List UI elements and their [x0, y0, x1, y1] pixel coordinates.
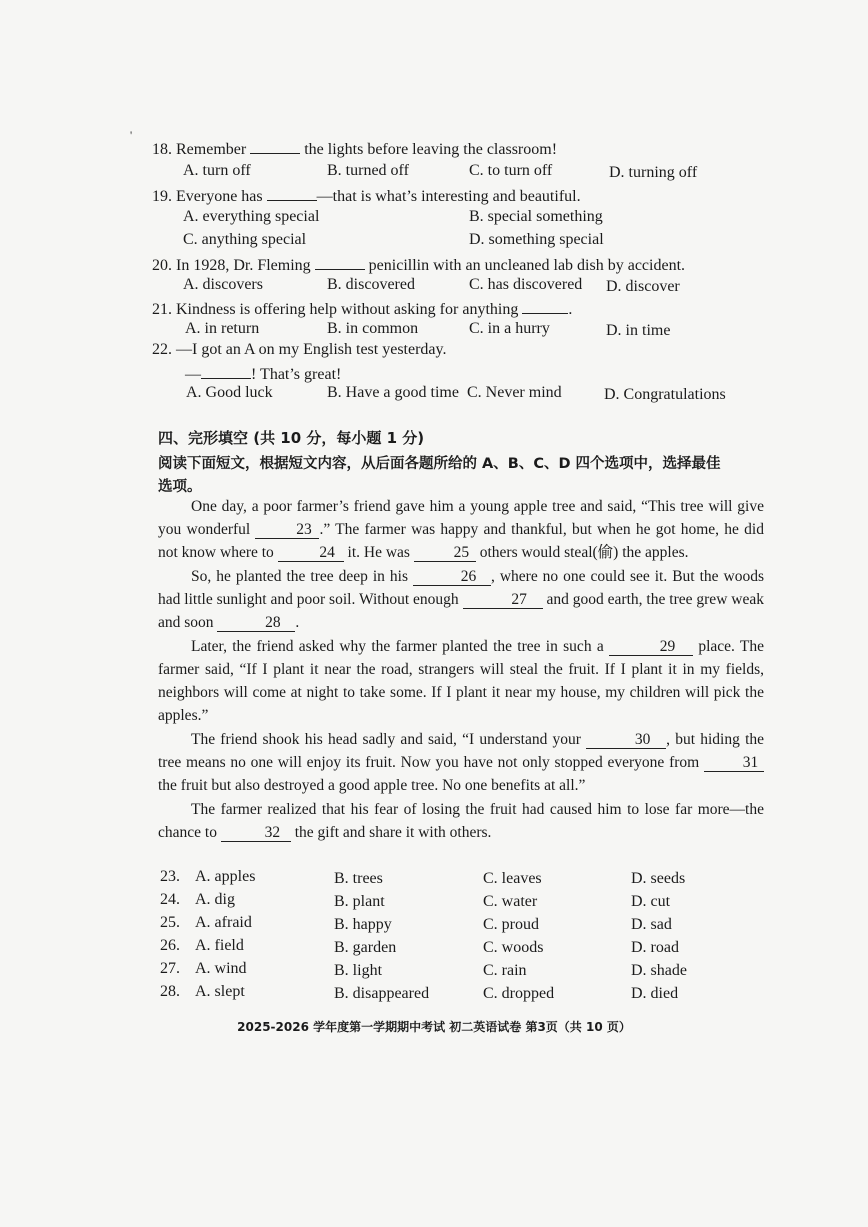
section-instruction: 阅读下面短文，根据短文内容，从后面各题所给的 A、B、C、D 四个选项中，选择最佳: [158, 456, 721, 472]
option-a: A. everything special: [183, 208, 320, 225]
question-stem: penicillin with an uncleaned lab dish by accident.: [364, 257, 686, 274]
blank-23: 23: [255, 522, 319, 539]
answer-blank: [250, 137, 300, 154]
answer-blank: [267, 184, 317, 201]
answer-blank: [201, 362, 251, 379]
question-number: 19.: [152, 188, 172, 205]
question-18: [152, 137, 557, 160]
option-c: C. rain: [483, 962, 527, 979]
passage-paragraph-2: [158, 565, 764, 634]
option-d: D. Congratulations: [604, 386, 726, 403]
question-stem: Kindness is offering help without asking for anything: [176, 301, 523, 318]
option-number: 23.: [160, 868, 180, 885]
question-stem: —I got an A on my English test yesterday.: [176, 341, 447, 358]
passage-paragraph-5: [158, 798, 764, 844]
option-c: C. anything special: [183, 231, 307, 248]
option-number: 26.: [160, 937, 180, 954]
option-a: A. discovers: [183, 276, 263, 293]
option-b: B. plant: [334, 893, 385, 910]
passage-text: Later, the friend asked why the farmer planted the tree in such a: [191, 638, 610, 655]
option-c: C. in a hurry: [469, 320, 550, 337]
section-instruction-cont: 选项。: [158, 479, 202, 495]
option-c: C. has discovered: [469, 276, 583, 293]
option-b: B. disappeared: [334, 985, 430, 1002]
blank-24: 24: [278, 545, 344, 562]
option-c: C. dropped: [483, 985, 555, 1002]
blank-31: 31: [704, 755, 764, 772]
question-stem: Everyone has: [176, 188, 267, 205]
question-21: [152, 297, 572, 320]
passage-text: the fruit but also destroyed a good apple tree. No one benefits at all.”: [158, 777, 586, 794]
option-c: C. Never mind: [467, 384, 562, 401]
blank-27: 27: [463, 592, 543, 609]
passage-text: it. He was: [343, 544, 414, 561]
option-a: A. field: [195, 937, 244, 954]
option-number: 24.: [160, 891, 180, 908]
passage-text: So, he planted the tree deep in his: [191, 568, 413, 585]
blank-26: 26: [413, 569, 491, 586]
question-19: [152, 184, 581, 207]
option-a: A. Good luck: [186, 384, 273, 401]
question-number: 21.: [152, 301, 172, 318]
blank-25: 25: [414, 545, 476, 562]
option-d: D. in time: [606, 322, 671, 339]
option-c: C. proud: [483, 916, 539, 933]
option-a: A. dig: [195, 891, 235, 908]
option-d: D. something special: [469, 231, 604, 248]
passage-paragraph-3: [158, 635, 764, 727]
option-a: A. afraid: [195, 914, 252, 931]
answer-blank: [522, 297, 568, 314]
question-stem: Remember: [176, 141, 251, 158]
question-22-reply: [185, 362, 341, 385]
question-stem: —that is what’s interesting and beautiful.: [316, 188, 581, 205]
option-number: 28.: [160, 983, 180, 1000]
option-b: B. garden: [334, 939, 397, 956]
passage-text: , but hiding the tree means no one will enjoy its fruit. Now you have not only stopped everyone from: [158, 731, 765, 771]
question-stem: In 1928, Dr. Fleming: [176, 257, 315, 274]
option-number: 25.: [160, 914, 180, 931]
question-20: [152, 253, 685, 276]
passage-text: place. The farmer said, “If I plant it near the road, strangers will steal the fruit. If I plant it in my fields, neighbors will come at night to take some. If I plant it near my house, my children will pick the apples.”: [158, 638, 765, 724]
option-c: C. to turn off: [469, 162, 553, 179]
option-b: B. trees: [334, 870, 383, 887]
option-d: D. shade: [631, 962, 687, 979]
question-number: 22.: [152, 341, 172, 358]
option-b: B. light: [334, 962, 383, 979]
blank-32: 32: [221, 825, 291, 842]
option-b: B. happy: [334, 916, 392, 933]
passage-text: .” The farmer was happy and thankful, but when he got home, he did not know where to: [158, 521, 764, 561]
passage-text: others would steal(偷) the apples.: [475, 544, 689, 561]
option-d: D. road: [631, 939, 679, 956]
option-c: C. water: [483, 893, 538, 910]
question-22: [152, 340, 446, 360]
option-d: D. discover: [606, 278, 680, 295]
option-d: D. died: [631, 985, 679, 1002]
option-d: D. sad: [631, 916, 672, 933]
option-b: B. Have a good time: [327, 384, 459, 401]
passage-paragraph-1: [158, 495, 764, 564]
option-b: B. special something: [469, 208, 603, 225]
option-d: D. cut: [631, 893, 671, 910]
passage-text: the gift and share it with others.: [290, 824, 492, 841]
option-c: C. woods: [483, 939, 544, 956]
option-b: B. discovered: [327, 276, 415, 293]
stray-mark: ': [130, 128, 133, 142]
passage-text: The farmer realized that his fear of losing the fruit had caused him to lose far more—the chance to: [158, 801, 764, 841]
passage-text: and good earth, the tree grew weak and soon: [158, 591, 764, 631]
section-title: 四、完形填空 (共 10 分，每小题 1 分): [158, 429, 425, 447]
option-d: D. seeds: [631, 870, 686, 887]
option-number: 27.: [160, 960, 180, 977]
option-a: A. apples: [195, 868, 256, 885]
option-b: B. in common: [327, 320, 419, 337]
question-stem: .: [568, 301, 573, 318]
option-a: A. slept: [195, 983, 245, 1000]
option-a: A. in return: [185, 320, 260, 337]
page-footer: 2025-2026 学年度第一学期期中考试 初二英语试卷 第3页（共 10 页）: [237, 1020, 631, 1034]
question-stem: ! That’s great!: [251, 366, 342, 383]
answer-blank: [315, 253, 365, 270]
blank-28: 28: [217, 615, 295, 632]
passage-text: The friend shook his head sadly and said, “I understand your: [191, 731, 587, 748]
blank-29: 29: [609, 639, 693, 656]
question-stem: the lights before leaving the classroom!: [300, 141, 558, 158]
passage-text: One day, a poor farmer’s friend gave him a young apple tree and said, “This tree will give you wonderful: [158, 498, 764, 538]
question-stem: —: [185, 366, 201, 383]
option-b: B. turned off: [327, 162, 409, 179]
question-number: 18.: [152, 141, 172, 158]
option-d: D. turning off: [609, 164, 698, 181]
option-a: A. turn off: [183, 162, 251, 179]
question-number: 20.: [152, 257, 172, 274]
blank-30: 30: [586, 732, 666, 749]
passage-paragraph-4: [158, 728, 764, 797]
option-a: A. wind: [195, 960, 247, 977]
option-c: C. leaves: [483, 870, 542, 887]
passage-text: .: [295, 614, 300, 631]
passage-text: , where no one could see it. But the woods had little sunlight and poor soil. Without enough: [158, 568, 764, 608]
